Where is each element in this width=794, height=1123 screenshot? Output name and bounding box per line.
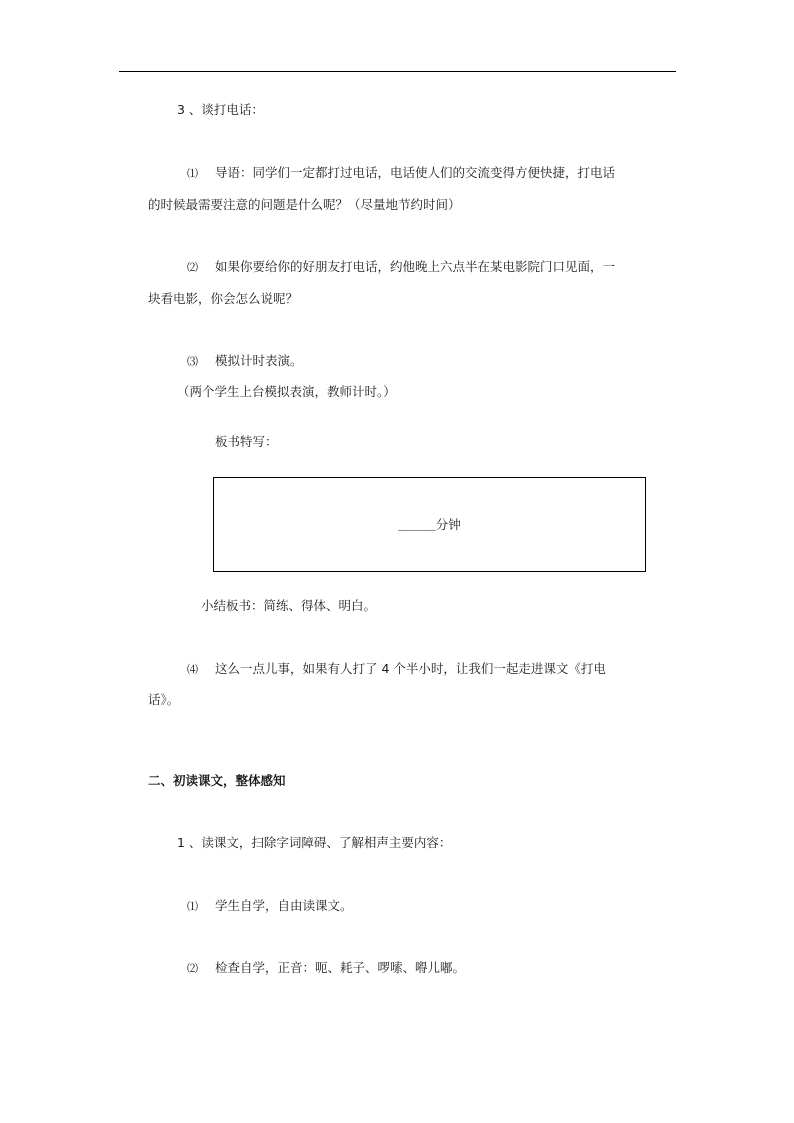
item-2-number: ⑵ bbox=[187, 261, 198, 274]
item-4-first-line bbox=[187, 661, 606, 678]
item-3-note: （两个学生上台模拟表演，教师计时。） bbox=[177, 384, 396, 399]
part-2-item-1-text: 学生自学，自由读课文。 bbox=[215, 898, 353, 913]
section-3-heading: 3 、谈打电话： bbox=[177, 102, 264, 117]
item-2-text: 如果你要给你的好朋友打电话，约他晚上六点半在某电影院门口见面，一 bbox=[215, 259, 616, 274]
item-1-second-line: 的时候最需要注意的问题是什么呢？（尽量地节约时间） bbox=[148, 197, 461, 212]
part-2-item-2-text: 检查自学，正音：呃、耗子、啰嗦、嘚儿嘟。 bbox=[215, 960, 466, 975]
item-1-text: 导语：同学们一定都打过电话，电话使人们的交流变得方便快捷，打电话 bbox=[215, 165, 616, 180]
item-3-first-line bbox=[187, 353, 303, 370]
part-2-sub-1: 1 、读课文，扫除字词障碍、了解相声主要内容： bbox=[177, 835, 452, 850]
board-box bbox=[213, 477, 646, 572]
item-1-first-line bbox=[187, 165, 615, 182]
item-2-first-line bbox=[187, 259, 615, 276]
item-2-second-line: 块看电影，你会怎么说呢？ bbox=[148, 291, 299, 306]
part-2-item-2-number: ⑵ bbox=[187, 962, 198, 975]
item-3-text: 模拟计时表演。 bbox=[215, 353, 303, 368]
part-2-item-1 bbox=[187, 898, 353, 915]
item-4-second-line: 话》。 bbox=[148, 692, 180, 707]
part-2-item-1-number: ⑴ bbox=[187, 900, 198, 913]
item-4-text: 这么一点儿事，如果有人打了 4 个半小时，让我们一起走进课文《打电 bbox=[215, 661, 606, 676]
item-4-number: ⑷ bbox=[187, 663, 198, 676]
header-rule bbox=[119, 71, 676, 72]
item-1-number: ⑴ bbox=[187, 167, 198, 180]
part-2-heading: 二、初读课文，整体感知 bbox=[148, 773, 286, 788]
board-box-text: ＿＿＿分钟 bbox=[398, 517, 461, 532]
part-2-item-2 bbox=[187, 960, 465, 977]
item-3-number: ⑶ bbox=[187, 355, 198, 368]
board-label: 板书特写： bbox=[215, 434, 278, 449]
summary-board: 小结板书：简练、得体、明白。 bbox=[201, 598, 377, 613]
